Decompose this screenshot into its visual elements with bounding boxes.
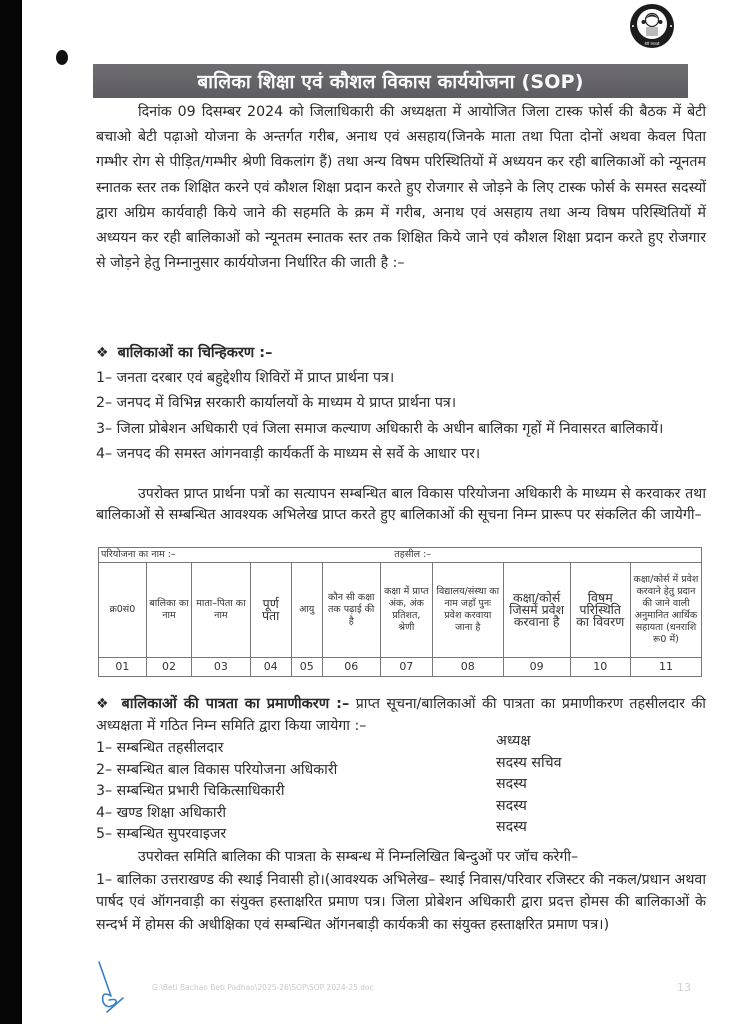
girl-information-format-table	[98, 547, 702, 677]
diamond-bullet-icon: ❖	[96, 345, 109, 361]
intro-paragraph: दिनांक 09 दिसम्बर 2024 को जिलाधिकारी की अध्यक्षता में आयोजित जिला टास्क फोर्स की बैठक में बेटी बचाओ बेटी पढ़ाओ योजना के अन्तर्गत गरीब, अनाथ एवं असहाय(जिनके माता तथा पिता दोनों अथवा केवल पिता गम्भीर रोग से पीड़ित/गम्भीर श्रेणी विकलांग हैं) तथा अन्य विषम परिस्थितियों में अध्ययन कर रही बालिकाओं को न्यूनतम स्नातक स्तर तक शिक्षित करने एवं कौशल शिक्षा प्रदान करते हुए रोजगार से जोड़ने के लिए टास्क फोर्स के समस्त सदस्यों द्वारा अग्रिम कार्यवाही किये जाने की सहमति के क्रम में गरीब, अनाथ एवं असहाय तथा अन्य विषम परिस्थितियों में अध्ययन कर रही बालिकाओं को न्यूनतम स्नातक स्तर तक शिक्षित किये जाने एवं कौशल शिक्षा प्रदान करते हुए रोजगार से जोड़ने हेतु निम्नानुसार कार्ययोजना निर्धारित की जाती है :–	[96, 104, 706, 272]
beti-bachao-logo-icon	[628, 2, 676, 50]
table-number-cell: 06	[322, 658, 380, 677]
verification-committee-list	[96, 733, 616, 846]
committee-role: अध्यक्ष	[496, 733, 531, 749]
table-header-cell: विद्यालय/संस्था का नाम जहाँ पुनः प्रवेश करवाया जाना है	[432, 563, 503, 658]
intro-section	[96, 100, 706, 276]
identification-heading	[96, 341, 706, 366]
table-header-cell: आयु	[291, 563, 322, 658]
committee-member: 3– सम्बन्धित प्रभारी चिकित्साधिकारी	[96, 783, 285, 799]
table-header-cell: क्र0सं0	[99, 563, 147, 658]
table-header-cell: पूर्ण पता	[250, 563, 291, 658]
table-header-cell: कक्षा में प्राप्त अंक, अंक प्रतिशत, श्रेणी	[380, 563, 432, 658]
table-number-cell: 01	[99, 658, 147, 677]
table-number-cell: 02	[146, 658, 192, 677]
committee-member: 1– सम्बन्धित तहसीलदार	[96, 740, 224, 756]
tehsil-label: तहसील :–	[432, 548, 701, 563]
table-number-cell: 05	[291, 658, 322, 677]
table-meta-row	[99, 548, 702, 563]
inquiry-point: 1– बालिका उत्तराखण्ड की स्थाई निवासी हो।(आवश्यक अभिलेख– स्थाई निवास/परिवार रजिस्टर की नकल/प्रधान अथवा पार्षद एवं ऑगनवाड़ी का संयुक्त हस्ताक्षरित प्रमाण पत्र। जिला प्रोबेशन अधिकारी द्वारा प्रदत्त होमस की बालिकाओं के सन्दर्भ में होमस की अधीक्षिका एवं सम्बन्धित ऑगनबाड़ी कार्यकत्री का संयुक्त हस्ताक्षरित प्रमाण पत्र।)	[96, 871, 706, 933]
file-path-footer: G:\Beti Bachao Beti Padhao\2025-26\SOP\SOP 2024-25.doc	[152, 983, 374, 992]
table-header-cell: बालिका का नाम	[146, 563, 192, 658]
punch-hole-mark	[56, 50, 68, 65]
committee-role: सदस्य सचिव	[496, 754, 562, 771]
project-name-label: परियोजना का नाम :–	[99, 548, 433, 563]
logo-caption: बेटी बचाओ	[644, 42, 660, 46]
committee-row	[96, 819, 616, 846]
identification-section	[96, 341, 706, 467]
table-number-cell: 08	[432, 658, 503, 677]
identification-item: 4– जनपद की समस्त आंगनवाड़ी कार्यकर्ती के माध्यम से सर्वे के आधार पर।	[96, 445, 481, 462]
inquiry-intro: उपरोक्त समिति बालिका की पात्रता के सम्बन्ध में निम्नलिखित बिन्दुओं पर जॉच करेगी–	[138, 849, 579, 865]
eligibility-heading: ❖ बालिकाओं की पात्रता का प्रमाणीकरण :–	[96, 696, 350, 712]
diamond-bullet-icon: ❖	[96, 696, 111, 712]
table-number-cell: 04	[250, 658, 291, 677]
committee-member: 4– खण्ड शिक्षा अधिकारी	[96, 804, 227, 821]
page-number: 13	[677, 981, 691, 994]
table-number-row	[99, 658, 702, 677]
committee-member: 2– सम्बन्धित बाल विकास परियोजना अधिकारी	[96, 761, 338, 778]
verification-section	[96, 484, 706, 526]
document-title: बालिका शिक्षा एवं कौशल विकास कार्ययोजना (SOP)	[93, 64, 688, 98]
table-number-cell: 03	[192, 658, 250, 677]
table-number-cell: 10	[570, 658, 630, 677]
table-header-cell: माता–पिता का नाम	[192, 563, 250, 658]
table-header-cell: कक्षा/कोर्स जिसमें प्रवेश करवाना है	[503, 563, 570, 658]
committee-member: 5– सम्बन्धित सुपरवाइजर	[96, 826, 227, 842]
committee-role: सदस्य	[496, 797, 527, 814]
table-number-cell: 07	[380, 658, 432, 677]
table-header-cell: कौन सी कक्षा तक पढ़ाई की है	[322, 563, 380, 658]
identification-item: 3– जिला प्रोबेशन अधिकारी एवं जिला समाज कल्याण अधिकारी के अधीन बालिका गृहों में निवासरत बालिकायें।	[96, 420, 664, 437]
signature-mark-icon	[95, 960, 135, 1015]
verification-paragraph: उपरोक्त प्राप्त प्रार्थना पत्रों का सत्यापन सम्बन्धित बाल विकास परियोजना अधिकारी के माध्यम से करवाकर तथा बालिकाओं से सम्बन्धित आवश्यक अभिलेख प्राप्त करते हुए बालिकाओं की सूचना निम्न प्रारूप पर संकलित की जायेगी–	[96, 486, 706, 523]
identification-item: 1– जनता दरबार एवं बहुद्देशीय शिविरों में प्राप्त प्रार्थना पत्र।	[96, 370, 395, 387]
inquiry-section	[96, 846, 706, 936]
committee-role: सदस्य	[496, 776, 527, 792]
eligibility-text: प्राप्त सूचना/बालिकाओं की पात्रता का प्रमाणीकरण तहसीलदार की अध्यक्षता में गठित निम्न समिति द्वारा किया जायेगा :–	[96, 696, 706, 734]
table-header-row	[99, 563, 702, 658]
committee-role: सदस्य	[496, 819, 527, 835]
identification-heading-text: बालिकाओं का चिन्हिकरण :–	[117, 345, 273, 361]
table-number-cell: 11	[630, 658, 701, 677]
identification-item: 2– जनपद में विभिन्न सरकारी कार्यालयों के माध्यम ये प्राप्त प्रार्थना पत्र।	[96, 395, 457, 412]
table-header-cell: विषम परिस्थिति का विवरण	[570, 563, 630, 658]
table-header-cell: कक्षा/कोर्स में प्रवेश करवाने हेतु प्रदान की जाने वाली अनुमानित आर्थिक सहायता (धनराशि रू0 में)	[630, 563, 701, 658]
scan-left-border	[0, 0, 22, 1024]
table-number-cell: 09	[503, 658, 570, 677]
